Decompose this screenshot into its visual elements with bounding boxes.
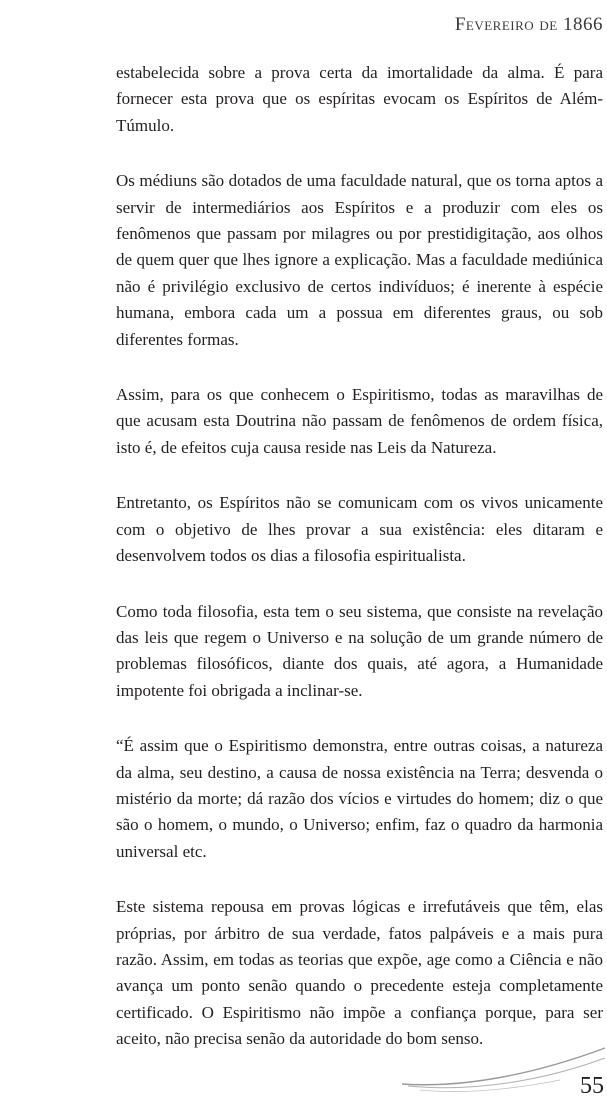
paragraph-6: “É assim que o Espiritismo demonstra, entre outras coisas, a natureza da alma, seu destino, a causa de nossa existência na Terra; desvenda o mistério da morte; dá razão dos vícios e virtudes do homem; diz o que são o homem, o mundo, o Universo; enfim, faz o quadro da harmonia universal etc. <box>116 736 603 861</box>
page-number: 55 <box>580 1073 604 1099</box>
paragraph-7: Este sistema repousa em provas lógicas e irrefutáveis que têm, elas próprias, por árbitro de sua verdade, fatos palpáveis e a mais pura razão. Assim, em todas as teorias que expõe, age como a Ciência e não avança um ponto senão quando o precedente esteja completamente certificado. O Espiritismo não impõe a confiança porque, para ser aceito, não precisa senão da autoridade do bom senso. <box>116 897 603 1049</box>
paragraph-3: Assim, para os que conhecem o Espiritismo, todas as maravilhas de que acusam esta Doutrina não passam de fenômenos de ordem física, isto é, de efeitos cuja causa reside nas Leis da Natureza. <box>116 385 603 457</box>
paragraph-5: Como toda filosofia, esta tem o seu sistema, que consiste na revelação das leis que regem o Universo e na solução de um grande número de problemas filosóficos, diante dos quais, até agora, a Humanidade impotente foi obrigada a inclinar-se. <box>116 601 603 700</box>
paragraph-2: Os médiuns são dotados de uma faculdade natural, que os torna aptos a servir de intermediários aos Espíritos e a produzir com eles os fenômenos que passam por milagres ou por prestidigitação, aos olhos de quem quer que lhes ignore a explicação. Mas a faculdade mediúnica não é privilégio exclusivo de certos indivíduos; é inerente à espécie humana, embora cada um a possua em diferentes graus, ou sob diferentes formas. <box>116 171 603 349</box>
paragraph-1: estabelecida sobre a prova certa da imortalidade da alma. É para fornecer esta prova que os espíritas evocam os Espíritos de Além-Túmulo. <box>116 63 603 135</box>
running-header-title: Fevereiro de 1866 <box>454 14 603 35</box>
swoosh-ornament-icon <box>400 1040 607 1103</box>
paragraph-4: Entretanto, os Espíritos não se comunicam com os vivos unicamente com o objetivo de lhes provar a sua existência: eles ditaram e desenvolvem todos os dias a filosofia espiritualista. <box>116 493 603 566</box>
body-text <box>116 60 603 1082</box>
